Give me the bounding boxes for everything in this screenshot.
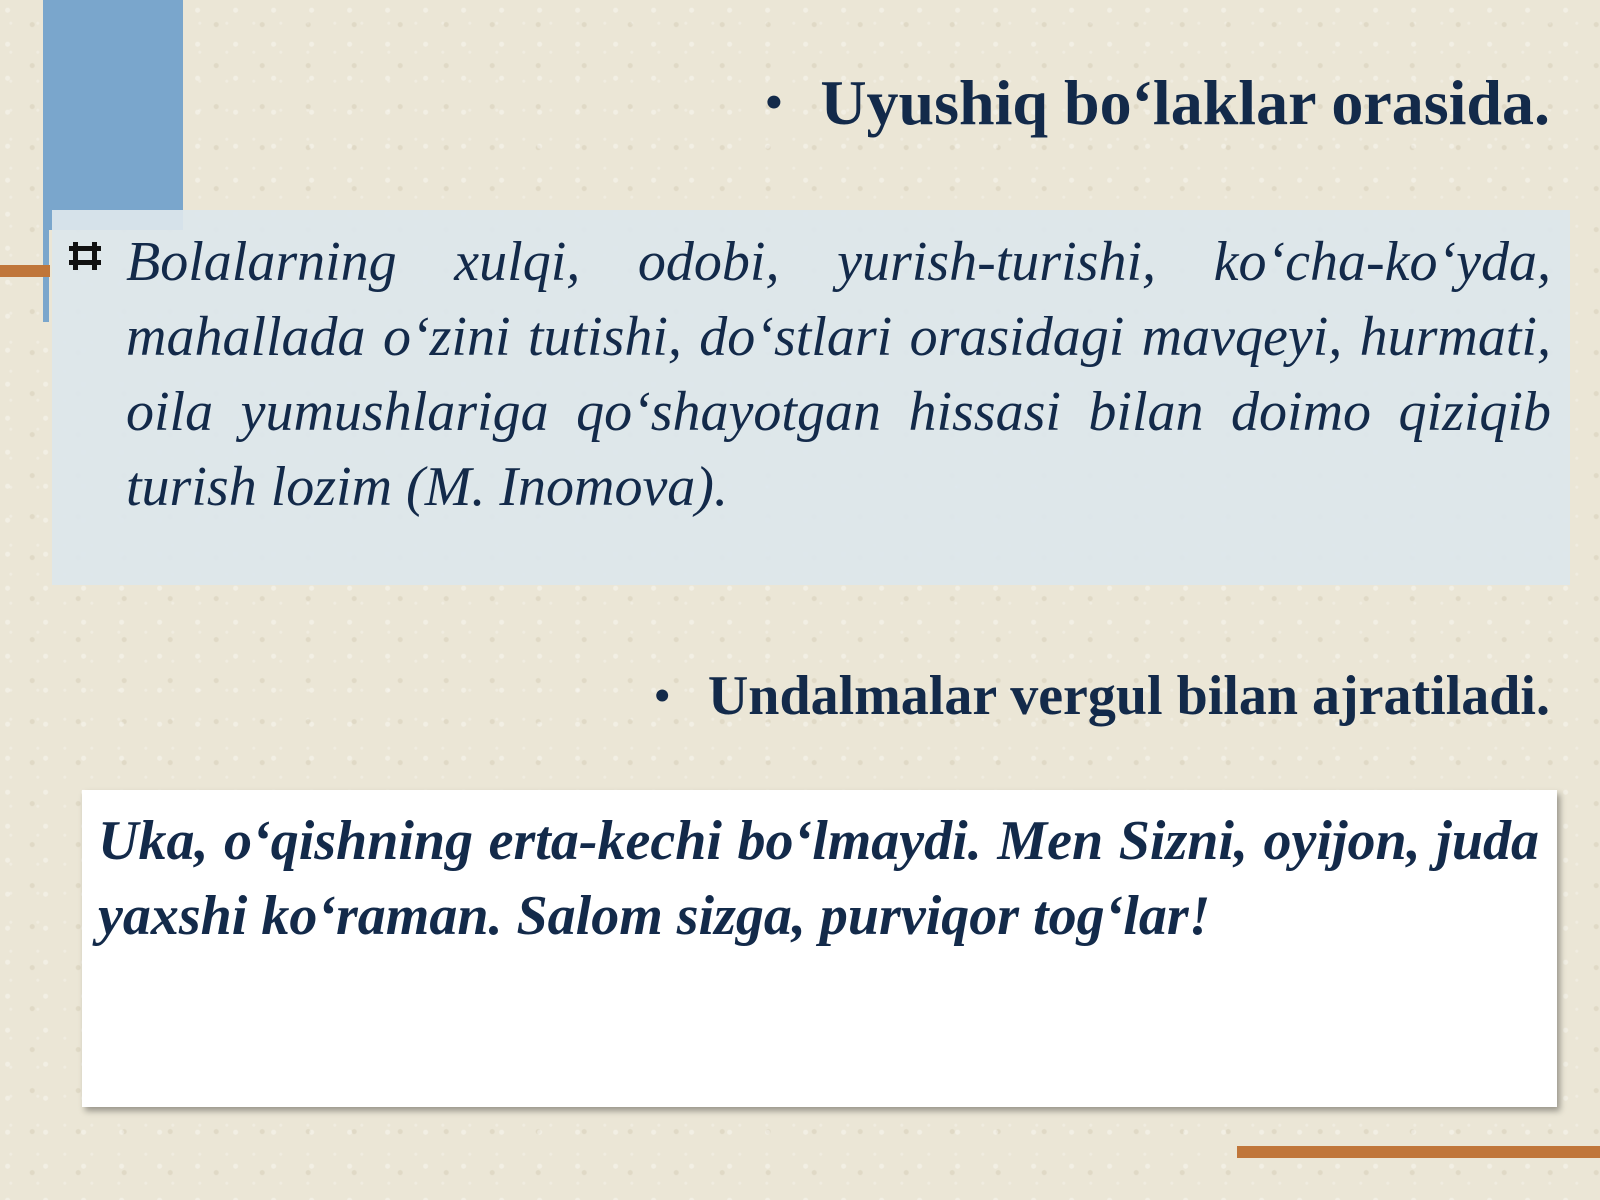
heading-text: Uyushiq bo‘laklar orasida. [820,67,1550,138]
bullet-icon: • [765,76,783,129]
square-bullet-icon [67,235,107,275]
orange-rule-left [0,265,50,277]
heading-vocatives [654,666,1550,728]
orange-rule-right [1237,1146,1600,1158]
heading-text: Undalmalar vergul bilan ajratiladi. [707,665,1550,727]
heading-coordinated-parts [766,68,1551,138]
example-text: Uka, o‘qishning erta-kechi bo‘lmaydi. Men Sizni, oyijon, juda yaxshi ko‘raman. Salom sizga, purviqor tog‘lar! [98,810,1539,947]
blue-accent-block [43,0,183,230]
quote-text: Bolalarning xulqi, odobi, yurish-turishi, ko‘cha-ko‘yda, mahallada o‘zini tutishi, do‘stlari orasidagi mavqeyi, hurmati, oila yumushlariga qo‘shayotgan hissasi bilan doimo qiziqib turish lozim (M. Inomova). [126,231,1551,518]
bullet-icon: • [654,671,670,720]
